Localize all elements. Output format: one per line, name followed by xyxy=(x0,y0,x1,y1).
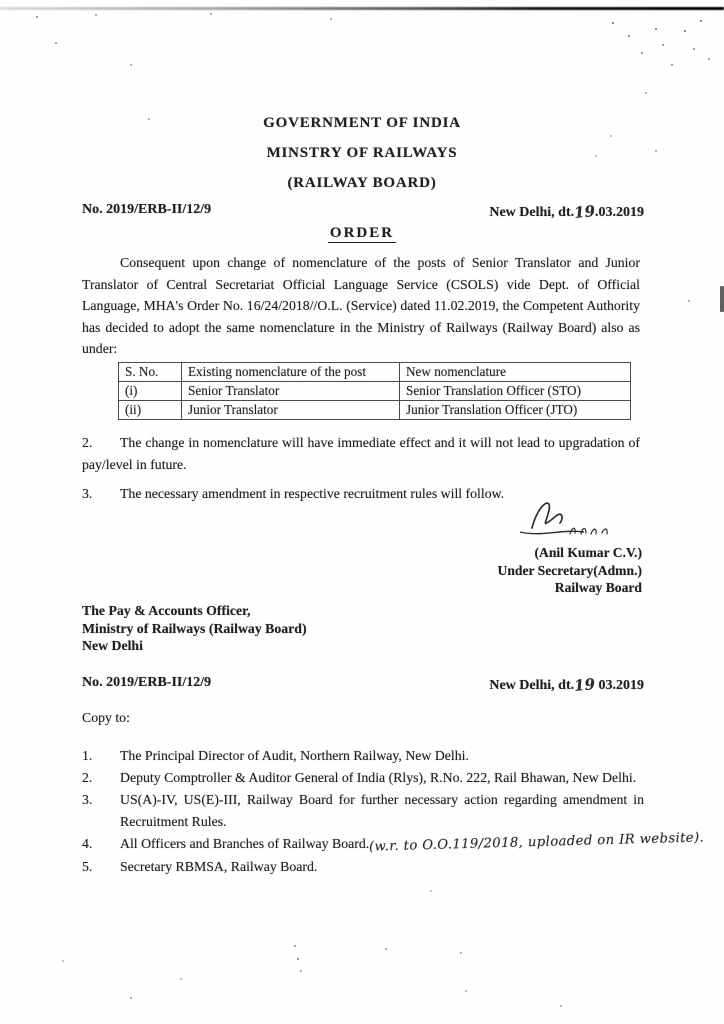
nomenclature-table xyxy=(118,362,631,420)
date-rest: .03.2019 xyxy=(595,205,644,220)
signatory-name: (Anil Kumar C.V.) xyxy=(534,545,642,560)
place-date-prefix: New Delhi, dt. xyxy=(489,678,575,693)
signatory-org: Railway Board xyxy=(554,580,642,595)
paragraph-3-number: 3. xyxy=(82,486,93,501)
cell-sno: (ii) xyxy=(119,401,182,420)
copy-item xyxy=(82,745,644,767)
order-title: ORDER xyxy=(329,225,395,241)
copy-item-number: 2. xyxy=(82,770,93,785)
signatory-title: Under Secretary(Admn.) xyxy=(497,562,642,578)
scan-noise-speckles xyxy=(0,0,2,2)
letterhead xyxy=(0,108,724,198)
copy-item-number: 1. xyxy=(82,748,93,763)
copy-item xyxy=(82,767,644,789)
copy-list xyxy=(82,745,705,878)
order-title-wrap xyxy=(0,224,724,242)
file-number: No. 2019/ERB-II/12/9 xyxy=(82,675,212,690)
handwritten-day: 19 xyxy=(573,201,596,223)
reference-line-bottom xyxy=(82,675,644,694)
cell-existing: Junior Translator xyxy=(182,401,400,420)
paragraph-2-number: 2. xyxy=(82,435,93,450)
paragraph-2 xyxy=(82,432,640,475)
copy-item-number: 4. xyxy=(82,836,93,851)
opening-paragraph: Consequent upon change of nomenclature of the posts of Senior Translator and Junior Translator of Central Secretariat Official Language Service (CSOLS) vide Dept. of Official Language, MHA's Order No. 16/24/2018//O.L. (Service) dated 11.02.2019, the Competent Authority has decided to adopt the same nomenclature in the Ministry of Railways (Railway Board) also as under: xyxy=(82,255,640,357)
copy-item xyxy=(82,856,644,878)
copy-item-number: 3. xyxy=(82,792,93,807)
signature-block xyxy=(498,496,642,597)
table-row xyxy=(119,382,631,401)
copy-item-text: US(A)-IV, US(E)-III, Railway Board for further necessary action regarding amendment in Recruitment Rules. xyxy=(120,792,644,829)
copy-item xyxy=(82,789,644,833)
addressee-line: The Pay & Accounts Officer, xyxy=(82,603,251,618)
place-date xyxy=(489,675,644,694)
header-existing: Existing nomenclature of the post xyxy=(182,363,400,382)
addressee-line: Ministry of Railways (Railway Board) xyxy=(82,620,307,636)
scan-top-edge-artifact xyxy=(0,7,724,10)
copy-item xyxy=(82,830,705,856)
scan-right-edge-artifact xyxy=(720,286,724,312)
letterhead-line-board: (RAILWAY BOARD) xyxy=(287,175,437,191)
handwritten-day: 19 xyxy=(573,674,596,696)
paragraph-2-text: The change in nomenclature will have immediate effect and it will not lead to upgradation of pay/level in future. xyxy=(82,435,640,472)
addressee-line: New Delhi xyxy=(82,638,143,653)
letterhead-line-ministry: MINSTRY OF RAILWAYS xyxy=(266,145,458,161)
handwritten-margin-note: (w.r. to O.O.119/2018, uploaded on IR website). xyxy=(368,830,705,855)
cell-existing: Senior Translator xyxy=(182,382,400,401)
place-date-prefix: New Delhi, dt. xyxy=(489,205,575,220)
cell-sno: (i) xyxy=(119,382,182,401)
copy-item-text: Deputy Comptroller & Auditor General of India (Rlys), R.No. 222, Rail Bhawan, New Delhi. xyxy=(120,770,637,785)
cell-new: Senior Translation Officer (STO) xyxy=(400,382,631,401)
reference-line-top xyxy=(82,202,644,221)
copy-item-text: The Principal Director of Audit, Northern Railway, New Delhi. xyxy=(120,748,469,763)
signature-scribble xyxy=(504,496,624,542)
letterhead-line-government: GOVERNMENT OF INDIA xyxy=(263,115,461,131)
table-header-row xyxy=(119,363,631,382)
date-rest: 03.2019 xyxy=(598,678,644,693)
cell-new: Junior Translation Officer (JTO) xyxy=(400,401,631,420)
addressee-block xyxy=(82,602,307,655)
file-number: No. 2019/ERB-II/12/9 xyxy=(82,202,212,217)
place-date xyxy=(489,202,644,221)
copy-item-number: 5. xyxy=(82,859,93,874)
paragraph-3-text: The necessary amendment in respective recruitment rules will follow. xyxy=(120,486,505,501)
header-new: New nomenclature xyxy=(400,363,631,382)
copy-item-text: All Officers and Branches of Railway Board. xyxy=(120,836,370,851)
table-row xyxy=(119,401,631,420)
header-sno: S. No. xyxy=(119,363,182,382)
copy-to-heading: Copy to: xyxy=(82,710,130,725)
copy-item-text: Secretary RBMSA, Railway Board. xyxy=(120,859,318,874)
